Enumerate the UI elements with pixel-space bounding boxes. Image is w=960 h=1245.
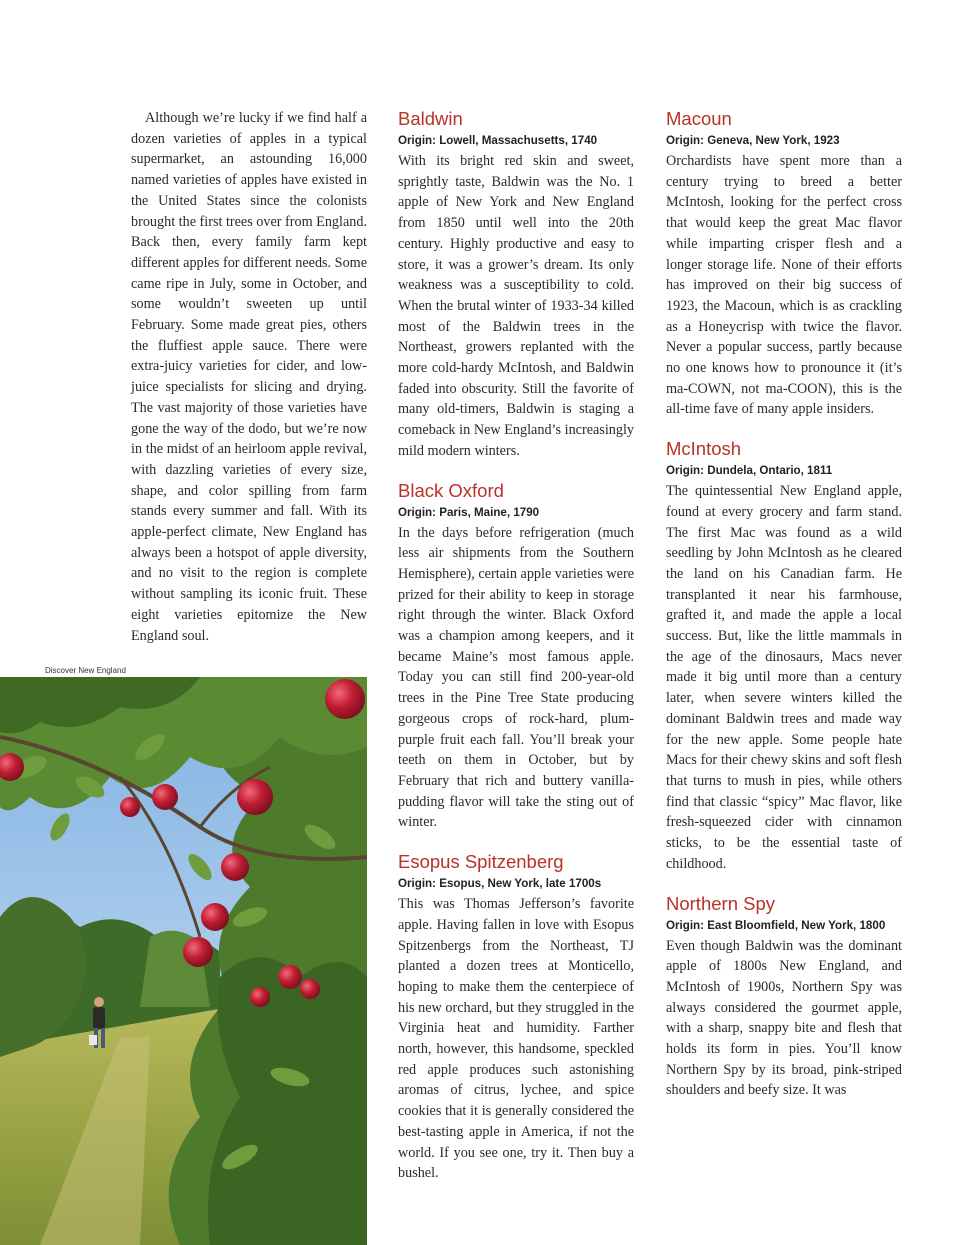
variety-macoun <box>666 108 902 420</box>
variety-origin: Origin: Paris, Maine, 1790 <box>398 505 540 519</box>
intro-paragraph: Although we’re lucky if we find half a dozen varieties of apples in a typical supermarket, an astounding 16,000 named varieties of apples have existed in the United States since the colonists brought the first trees over from England. Back then, every family farm kept different apples for different needs. Some came ripe in July, some in October, and some wouldn’t sweeten up until February. Some made great pies, others the fluffiest apple sauce. There were extra-juicy varieties for cider, and low-juice specialists for slicing and drying. The vast majority of those varieties have gone the way of the dodo, but we’re now in the midst of an heirloom apple revival, with dazzling varieties of every size, shape, and color spilling from farm stands every summer and fall. With its apple-perfect climate, New England has always been a hotspot of apple diversity, and no visit to the region is complete without sampling its iconic fruit. These eight varieties epitomize the New England soul. <box>131 110 367 644</box>
variety-description: The quintessential New England apple, found at every grocery and farm stand. The first Mac was found as a wild seedling by John McIntosh as he cleared the land on his Canadian farm. He transplanted it near his farmhouse, grafted it, and made the apple a local success. But, like the little mammals in the age of the dinosaurs, Macs never made it big until more than a century later, when severe winters killed the dominant Baldwin trees and made way for the new apple. Some people hate Macs for their chewy skins and soft flesh that turns to mush in pies, while others find that classic “spicy” Mac flavor, like fresh-squeezed cider with cinnamon sticks, to be the essential taste of childhood. <box>666 483 902 872</box>
variety-title: Black Oxford <box>398 479 504 501</box>
variety-title: Baldwin <box>398 108 463 129</box>
middle-column <box>398 108 634 1202</box>
variety-origin: Origin: Dundela, Ontario, 1811 <box>666 464 833 478</box>
variety-description: In the days before refrigeration (much less air shipments from the Southern Hemisphere), certain apple varieties were prized for their ability to keep in storage right through the winter. Black Oxford was a champion among keepers, and it became Maine’s most famous apple. Today you can still find 200-year-old trees in the Pine Tree State producing gorgeous crops of rock-hard, plum-purple fruit each fall. You’ll break your teeth on them in October, but by February that rich and buttery vanilla-pudding flavor will take the sting out of winter. <box>398 524 634 831</box>
variety-origin: Origin: East Bloomfield, New York, 1800 <box>666 918 886 932</box>
variety-description: Orchardists have spent more than a century trying to breed a better McIntosh, looking for the perfect cross that would keep the great Mac flavor while imparting crisper flesh and a longer storage life. None of their efforts has improved on their big success of 1923, the Macoun, which is as crackling as a Honeycrisp with twice the flavor. Never a popular success, partly because no one knows how to pronounce it (it’s ma-COWN, not ma-COON), this is the all-time fave of many apple insiders. <box>666 153 902 418</box>
variety-title: Esopus Spitzenberg <box>398 851 564 873</box>
variety-title: Northern Spy <box>666 892 775 914</box>
variety-origin: Origin: Esopus, New York, late 1700s <box>398 877 602 891</box>
photo-credit: Discover New England <box>45 666 126 675</box>
apple-orchard-photo <box>0 677 367 1245</box>
variety-description: This was Thomas Jefferson’s favorite apple. Having fallen in love with Esopus Spitzenbergs from the Northeast, TJ planted a dozen trees at Monticello, hoping to make them the centerpiece of his new orchard, but they struggled in the Virginia heat and humidity. Farther north, however, this handsome, speckled red apple produces such astonishing aromas of citrus, lychee, and spice cookies that it is generally considered the best-tasting apple in America, if not the world. If you see one, try it. Then buy a bushel. <box>398 896 634 1182</box>
variety-origin: Origin: Geneva, New York, 1923 <box>666 134 840 147</box>
variety-title: Macoun <box>666 108 732 129</box>
variety-baldwin <box>398 108 634 462</box>
variety-title: McIntosh <box>666 438 742 460</box>
variety-description: With its bright red skin and sweet, sprightly taste, Baldwin was the No. 1 apple of New York and New England from 1850 until well into the 20th century. Highly productive and easy to store, it was a grower’s dream. Its only weakness was a susceptibility to cold. When the brutal winter of 1933-34 killed most of the Baldwin trees in the Northeast, growers replanted with the more cold-hardy McIntosh, and Baldwin faded into obscurity. Still the favorite of many old-timers, Baldwin is staging a comeback in New England’s increasingly mild modern winters. <box>398 153 634 459</box>
variety-esopus-spitzenberg <box>398 851 634 1184</box>
variety-mcintosh <box>666 438 902 874</box>
variety-origin: Origin: Lowell, Massachusetts, 1740 <box>398 134 598 147</box>
variety-black-oxford <box>398 480 634 834</box>
right-column <box>666 108 902 1119</box>
intro-column <box>131 108 367 646</box>
variety-northern-spy <box>666 893 902 1102</box>
variety-description: Even though Baldwin was the dominant apple of 1800s New England, and McIntosh of 1900s, Northern Spy was always considered the gourmet apple, with a sharp, snappy bite and flesh that holds its form in pies. You’ll know Northern Spy by its broad, pink-striped shoulders and beefy size. It was <box>666 937 902 1099</box>
